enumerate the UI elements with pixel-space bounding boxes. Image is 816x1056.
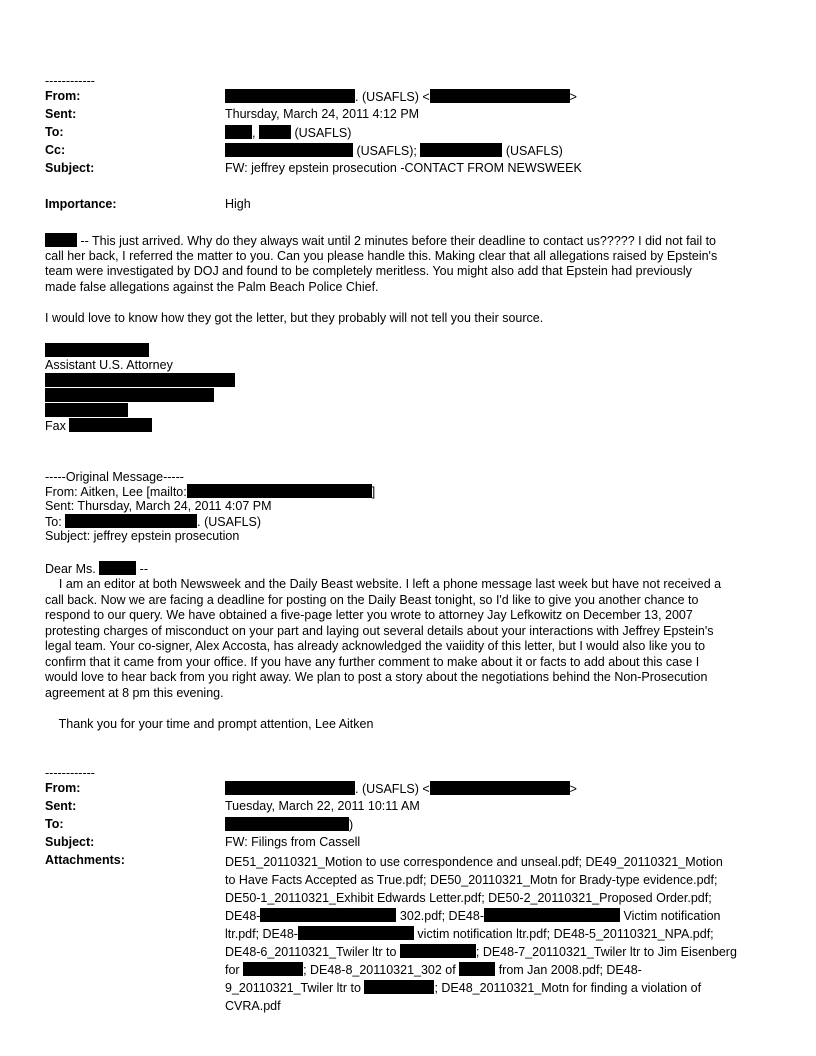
letter-line: protesting charges of misconduct on your part and laying out several details about your interactions with Jeffrey Epstein's <box>45 624 714 638</box>
subject-label: Subject: <box>45 161 95 175</box>
redaction <box>187 484 372 498</box>
original-sent: Sent: Thursday, March 24, 2011 4:07 PM <box>45 499 272 513</box>
separator-line: ------------ <box>45 74 95 88</box>
sent-value: Tuesday, March 22, 2011 10:11 AM <box>225 799 420 813</box>
letter-line: respond to our query. We have obtained a five-page letter you wrote to attorney Jay Lefkowitz on December 13, 2007 <box>45 608 693 622</box>
body-line: -- This just arrived. Why do they always wait until 2 minutes before their deadline to contact us????? I did not fail to <box>45 233 716 248</box>
to-value: ) <box>225 817 353 832</box>
letter-line: would love to hear back from you right away. We plan to post a story about the negotiations behind the Non-Prosecution <box>45 670 708 684</box>
body-line: team were investigated by DOJ and found to be completely meritless. You might also add that Epstein had previously <box>45 264 692 278</box>
letter-line: call back. Now we are facing a deadline for posting on the Daily Beast tonight, so I'd like to give you another chance to <box>45 593 699 607</box>
attachment-line: DE48- 302.pdf; DE48- Victim notification <box>225 909 721 923</box>
redaction <box>225 89 355 103</box>
importance-value: High <box>225 197 251 211</box>
signature-title: Assistant U.S. Attorney <box>45 358 173 372</box>
sent-label: Sent: <box>45 799 77 813</box>
redaction <box>430 89 570 103</box>
original-to: To: . (USAFLS) <box>45 515 262 529</box>
attachment-line: ltr.pdf; DE48- victim notification ltr.pdf; DE48-5_20110321_NPA.pdf; <box>225 927 714 941</box>
sent-value: Thursday, March 24, 2011 4:12 PM <box>225 107 420 121</box>
letter-line: confirm that it came from your office. If you have any further comment to make about it or facts to add about this case I <box>45 655 700 669</box>
to-label: To: <box>45 817 64 831</box>
attachment-line: to Have Facts Accepted as True.pdf; DE50_20110321_Motn for Brady-type evidence.pdf; <box>225 873 718 887</box>
subject-value: FW: Filings from Cassell <box>225 835 361 849</box>
separator-line: ------------ <box>45 766 95 780</box>
redaction <box>420 143 502 157</box>
redaction <box>400 944 476 958</box>
letter-line: legal team. Your co-signer, Alex Accosta, has already acknowledged the vaiidity of this letter, but I would also like you to <box>45 639 706 653</box>
cc-value: (USAFLS); (USAFLS) <box>225 143 563 158</box>
original-header: -----Original Message----- <box>45 470 184 484</box>
attachment-line: DE50-1_20110321_Exhibit Edwards Letter.pdf; DE50-2_20110321_Proposed Order.pdf; <box>225 891 712 905</box>
body-paragraph: I would love to know how they got the letter, but they probably will not tell you their source. <box>45 311 544 325</box>
redaction <box>459 962 495 976</box>
attachment-line: DE51_20110321_Motion to use correspondence and unseal.pdf; DE49_20110321_Motion <box>225 855 723 869</box>
redaction <box>430 781 570 795</box>
to-label: To: <box>45 125 64 139</box>
redaction <box>260 908 396 922</box>
redaction <box>45 343 149 357</box>
redaction <box>45 403 128 417</box>
redaction <box>484 908 620 922</box>
sent-label: Sent: <box>45 107 77 121</box>
attachments-list <box>225 853 775 1015</box>
from-label: From: <box>45 89 81 103</box>
from-value: . (USAFLS) < > <box>225 89 577 104</box>
body-line: call her back, I referred the matter to you. Can you please handle this. Making clear that all allegations raised by Epstein's <box>45 249 718 263</box>
cc-label: Cc: <box>45 143 66 157</box>
redaction <box>259 125 291 139</box>
redaction <box>364 980 434 994</box>
redaction <box>225 781 355 795</box>
redaction <box>225 125 252 139</box>
redaction <box>225 143 353 157</box>
redaction <box>99 561 136 575</box>
original-from: From: Aitken, Lee [mailto: ] <box>45 485 376 499</box>
signature-fax: Fax <box>45 418 152 433</box>
importance-label: Importance: <box>45 197 117 211</box>
letter-signoff: Thank you for your time and prompt attention, Lee Aitken <box>45 717 374 731</box>
from-label: From: <box>45 781 81 795</box>
attachment-line: for ; DE48-8_20110321_302 of from Jan 2008.pdf; DE48- <box>225 963 642 977</box>
redaction <box>69 418 152 432</box>
letter-line: I am an editor at both Newsweek and the Daily Beast website. I left a phone message last week but have not received a <box>45 577 722 591</box>
original-subject: Subject: jeffrey epstein prosecution <box>45 529 240 543</box>
attachment-line: CVRA.pdf <box>225 999 281 1013</box>
redaction <box>45 388 214 402</box>
letter-line: agreement at 8 pm this evening. <box>45 686 224 700</box>
attachments-label: Attachments: <box>45 853 125 867</box>
redaction <box>45 373 235 387</box>
attachment-line: 9_20110321_Twiler ltr to ; DE48_20110321_Motn for finding a violation of <box>225 981 702 995</box>
redaction <box>65 514 197 528</box>
from-value: . (USAFLS) < > <box>225 781 577 796</box>
redaction <box>298 926 414 940</box>
body-line: made false allegations against the Palm Beach Police Chief. <box>45 280 379 294</box>
subject-label: Subject: <box>45 835 95 849</box>
greeting: Dear Ms. -- <box>45 562 148 576</box>
attachment-line: DE48-6_20110321_Twiler ltr to ; DE48-7_20110321_Twiler ltr to Jim Eisenberg <box>225 945 737 959</box>
to-value: , (USAFLS) <box>225 125 351 140</box>
redaction <box>45 233 77 247</box>
subject-value: FW: jeffrey epstein prosecution -CONTACT FROM NEWSWEEK <box>225 161 582 175</box>
redaction <box>243 962 303 976</box>
redaction <box>225 817 349 831</box>
